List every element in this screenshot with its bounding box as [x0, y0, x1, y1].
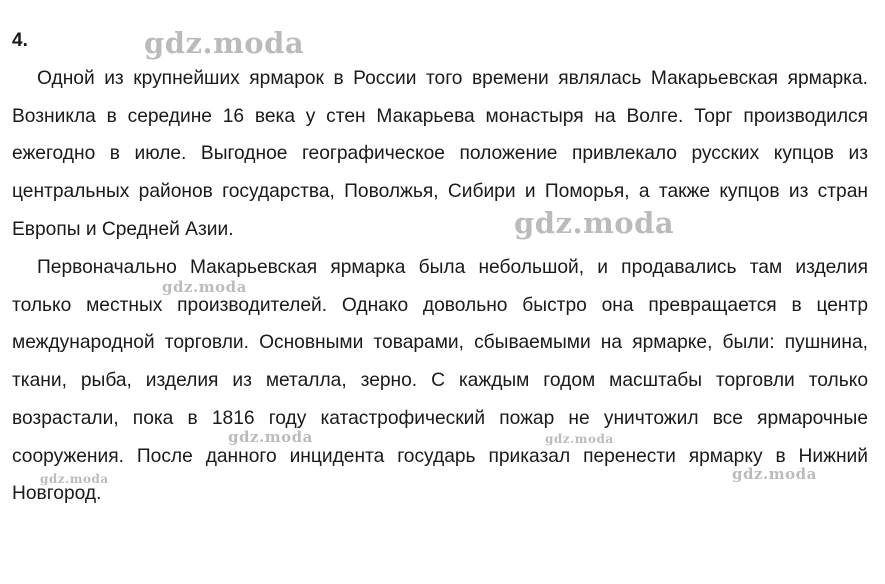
paragraph-1: Одной из крупнейших ярмарок в России того времени являлась Макарьевская ярмарка. Возникла в середине 16 века у стен Макарьева монастыря на Волге. Торг производился ежегодно в июле. Выгодное географическое положение привлекало русских купцов из центральных районов государства, Поволжья, Сибири и Поморья, а также купцов из стран Европы и Средней Азии.: [12, 68, 868, 240]
watermark: gdz.moda: [545, 432, 614, 446]
watermark: gdz.moda: [144, 26, 305, 60]
paragraph-2: Первоначально Макарьевская ярмарка была небольшой, и продавались там изделия только местных производителей. Однако довольно быстро она превращается в центр международной торговли. Основными товарами, сбываемыми на ярмарке, были: пушнина, ткани, рыба, изделия из металла, зерно. С каждым годом масштабы торговли только возрастали, пока в 1816 году катастрофический пожар не уничтожил все ярмарочные сооружения. После данного инцидента государь приказал перенести ярмарку в Нижний Новгород.: [12, 257, 868, 505]
watermark: gdz.moda: [514, 206, 675, 240]
task-number: 4.: [12, 30, 28, 51]
watermark: gdz.moda: [228, 428, 313, 446]
watermark: gdz.moda: [40, 472, 109, 486]
watermark: gdz.moda: [162, 278, 247, 296]
watermark: gdz.moda: [732, 465, 817, 483]
